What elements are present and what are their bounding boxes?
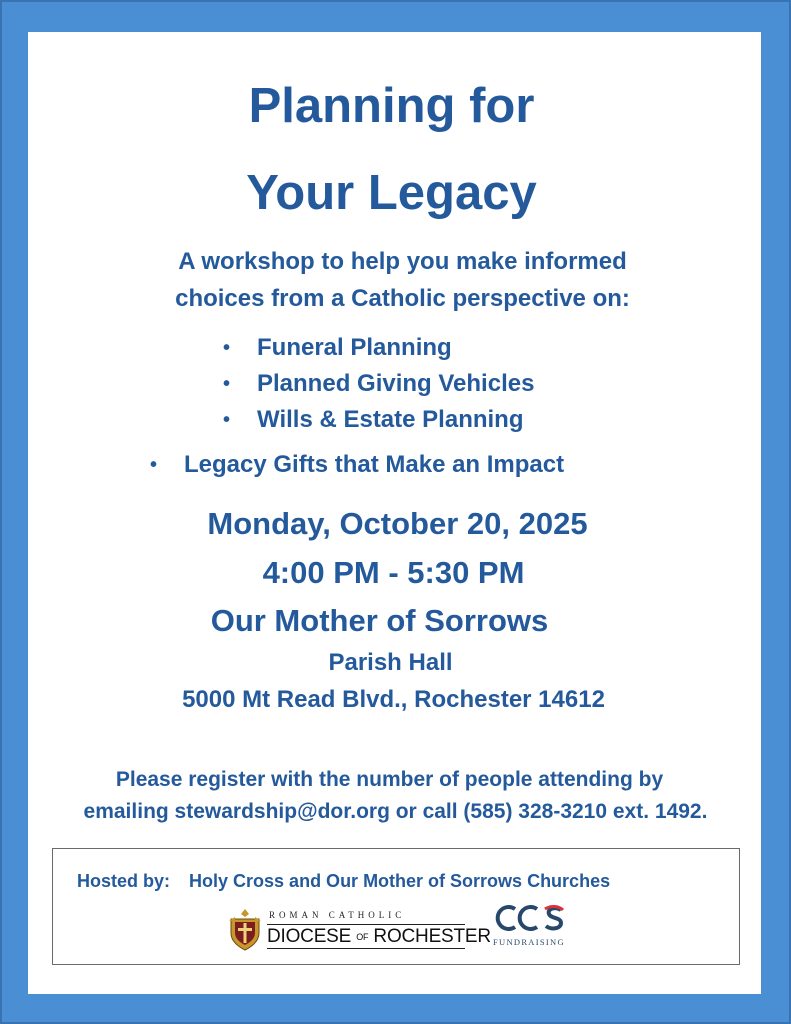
bullet-dot: • bbox=[223, 373, 231, 395]
register-line-1: Please register with the number of people attending by bbox=[115, 768, 664, 791]
title-line-2: Your Legacy bbox=[246, 166, 537, 220]
subtitle-line-2: choices from a Catholic perspective on: bbox=[175, 285, 630, 312]
diocese-word-of: OF bbox=[356, 931, 369, 942]
event-time: 4:00 PM - 5:30 PM bbox=[262, 555, 525, 590]
bullet-text: Funeral Planning bbox=[257, 334, 452, 361]
diocese-name bbox=[267, 926, 491, 948]
diocese-word-b: ROCHESTER bbox=[373, 926, 491, 947]
title-line-1: Planning for bbox=[248, 79, 535, 133]
diocese-word-a: DIOCESE bbox=[267, 926, 352, 947]
diocese-logo bbox=[227, 907, 491, 953]
event-address: 5000 Mt Read Blvd., Rochester 14612 bbox=[182, 686, 605, 713]
diocese-top-text: ROMAN CATHOLIC bbox=[269, 910, 406, 920]
bullet-dot: • bbox=[150, 454, 158, 476]
hosted-value: Holy Cross and Our Mother of Sorrows Churches bbox=[189, 871, 611, 891]
bullet-text: Legacy Gifts that Make an Impact bbox=[184, 451, 565, 478]
flyer bbox=[28, 32, 761, 994]
hosted-by bbox=[77, 869, 610, 893]
event-date: Monday, October 20, 2025 bbox=[207, 506, 588, 541]
ccs-wordmark: FUNDRAISING bbox=[493, 937, 565, 947]
bullet-dot: • bbox=[223, 409, 231, 431]
ccs-logo bbox=[491, 901, 575, 953]
bullet-text: Planned Giving Vehicles bbox=[257, 370, 535, 397]
hosted-label: Hosted by: bbox=[77, 871, 171, 891]
bullet-dot: • bbox=[223, 337, 231, 359]
ccs-mark-icon bbox=[491, 901, 575, 935]
event-hall: Parish Hall bbox=[328, 649, 453, 676]
hosted-box bbox=[52, 848, 740, 965]
diocese-crest-icon bbox=[227, 907, 263, 951]
diocese-underline bbox=[267, 948, 465, 949]
subtitle-line-1: A workshop to help you make informed bbox=[178, 248, 627, 275]
register-line-2: emailing stewardship@dor.org or call (585) 328-3210 ext. 1492. bbox=[83, 800, 708, 823]
bullet-text: Wills & Estate Planning bbox=[257, 406, 524, 433]
diocese-rule bbox=[267, 924, 465, 925]
event-church: Our Mother of Sorrows bbox=[210, 603, 549, 638]
